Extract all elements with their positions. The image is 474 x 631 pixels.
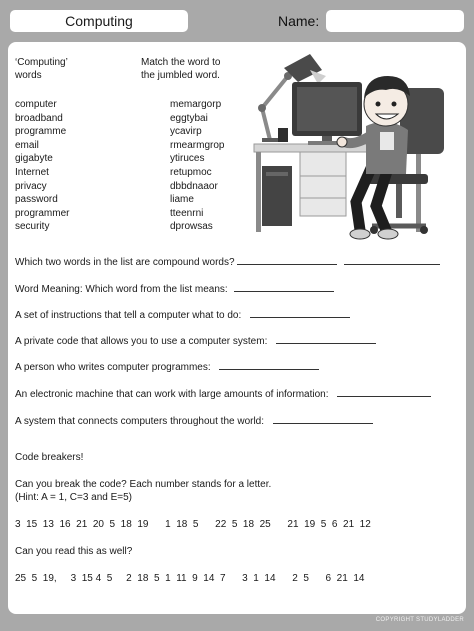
jumbled-word-item: retupmoc [170, 166, 212, 178]
compound-answer-2[interactable] [344, 255, 440, 265]
question-instructions: A set of instructions that tell a computer what to do: [15, 308, 350, 322]
name-field[interactable] [326, 10, 464, 32]
mug-icon [278, 128, 288, 142]
jumbled-word-item: eggtybai [170, 112, 208, 124]
question-compound-words: Which two words in the list are compound words? [15, 255, 440, 269]
jumbled-word-item: memargorp [170, 99, 222, 110]
word-list-item: privacy [15, 180, 47, 192]
jumbled-word-item: ytiruces [170, 153, 205, 165]
word-meaning-answer[interactable] [234, 282, 334, 292]
jumbled-word-item: rmearmgrop [170, 139, 225, 151]
code-instruction-line2: (Hint: A = 1, C=3 and E=5) [15, 492, 133, 503]
jumbled-word-item: liame [170, 194, 194, 206]
read-prompt: Can you read this as well? [15, 546, 133, 557]
code-line-1: 3 15 13 16 21 20 5 18 19 1 18 5 22 5 18 25 21 19 5 6 21 12 [15, 519, 371, 530]
electronic-machine-answer[interactable] [337, 387, 431, 397]
word-list-item: programme [15, 126, 67, 138]
question-private-code: A private code that allows you to use a computer system: [15, 334, 376, 348]
worksheet-sheet [8, 42, 466, 614]
word-list-item: gigabyte [15, 153, 53, 165]
person-programmes-answer[interactable] [219, 360, 319, 370]
title-box [10, 10, 188, 32]
word-list-item: security [15, 221, 50, 233]
question-person-programmes: A person who writes computer programmes: [15, 360, 319, 374]
system-connects-answer[interactable] [273, 414, 373, 424]
words-heading-line2: words [15, 70, 42, 81]
copyright-notice: COPYRIGHT STUDYLADDER [375, 617, 464, 623]
jumbled-word-item: dprowsas [170, 221, 213, 233]
question-electronic-machine: An electronic machine that can work with large amounts of information: [15, 387, 431, 401]
compound-answer-1[interactable] [237, 255, 337, 265]
jumbled-word-list [170, 98, 224, 234]
match-heading-line2: the jumbled word. [141, 70, 220, 81]
word-list-item: Internet [15, 166, 49, 178]
question-word-meaning: Word Meaning: Which word from the list means: [15, 282, 334, 296]
jumbled-word-item: tteenrni [170, 207, 204, 219]
match-heading-line1: Match the word to [141, 57, 221, 68]
computer-monitor-icon [292, 82, 362, 148]
drawer-unit [300, 152, 346, 216]
word-list-item: computer [15, 99, 57, 110]
boy-at-computer-illustration [248, 46, 460, 242]
jumbled-word-item: ycavirp [170, 126, 202, 138]
word-list-item: programmer [15, 207, 70, 219]
private-code-answer[interactable] [276, 334, 376, 344]
word-list-item: broadband [15, 112, 63, 124]
word-list-item: password [15, 194, 58, 206]
instructions-answer[interactable] [250, 308, 350, 318]
question-system-connects: A system that connects computers throughout the world: [15, 414, 373, 428]
code-instruction-line1: Can you break the code? Each number stands for a letter. [15, 479, 272, 490]
name-label: Name: [278, 13, 320, 29]
word-list-item: email [15, 139, 39, 151]
code-line-2: 25 5 19, 3 15 4 5 2 18 5 1 11 9 14 7 3 1 14 2 5 6 21 14 [15, 573, 365, 584]
jumbled-word-item: dbbdnaaor [170, 180, 218, 192]
worksheet-title: Computing [65, 13, 133, 29]
word-list [15, 98, 69, 234]
words-heading-line1: ‘Computing’ [15, 57, 68, 68]
code-breakers-heading: Code breakers! [15, 452, 84, 463]
